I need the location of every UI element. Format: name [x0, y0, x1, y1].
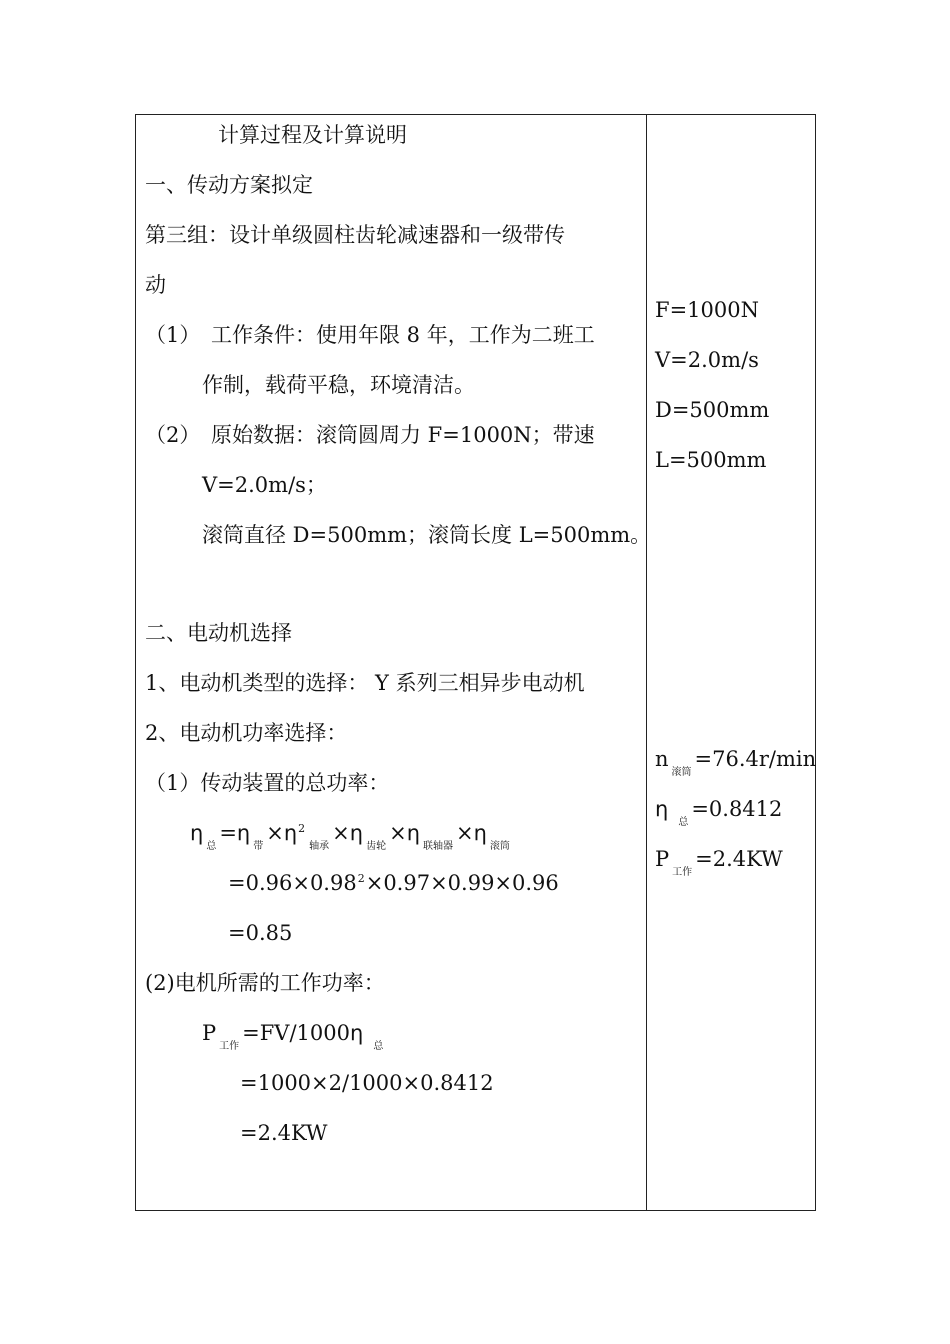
motor-power-line: 2、电动机功率选择：: [145, 721, 348, 745]
condition-number: （1）: [145, 323, 201, 347]
power-result: =2.4KW: [240, 1121, 328, 1145]
table-title: 计算过程及计算说明: [218, 123, 407, 147]
eta-symbol: η: [190, 821, 204, 845]
result-force: F=1000N: [655, 298, 759, 322]
efficiency-formula: $\eta_总=\eta_带\times\eta^2_{轴承}\times\eta_{齿轮}\times\eta_{联轴器}\times\eta_{滚筒}$: [190, 821, 510, 852]
result-drum-speed: $n_{滚筒}=76.4r/\min$: [655, 747, 817, 778]
section2-heading: 二、电动机选择: [145, 621, 292, 645]
data-line-2: V=2.0m/s；: [202, 473, 327, 497]
result-total-efficiency: $\eta_总=0.8412$: [655, 797, 783, 828]
group-line-1: 第三组：设计单级圆柱齿轮减速器和一级带传: [145, 223, 565, 247]
condition-line-1: 工作条件：使用年限 8 年，工作为二班工: [211, 323, 595, 347]
column-divider: [646, 114, 647, 1211]
motor-type-line: 1、电动机类型的选择： Y 系列三相异步电动机: [145, 671, 585, 695]
result-diameter: D=500mm: [655, 398, 770, 422]
data-number: （2）: [145, 423, 201, 447]
power-calculation: =1000×2/1000×0.8412: [240, 1071, 494, 1095]
data-line-3: 滚筒直径 D=500mm；滚筒长度 L=500mm。: [202, 523, 652, 547]
group-line-2: 动: [145, 273, 166, 297]
efficiency-result: =0.85: [228, 921, 293, 945]
section1-heading: 一、传动方案拟定: [145, 173, 313, 197]
result-work-power: $P_{工作}=2.4KW$: [655, 847, 783, 878]
result-length: L=500mm: [655, 448, 767, 472]
condition-line-2: 作制，载荷平稳，环境清洁。: [202, 373, 475, 397]
result-velocity: V=2.0m/s: [655, 348, 759, 372]
efficiency-values: $=0.96\times 0.98^2\times 0.97\times 0.99\times 0.96$: [228, 871, 559, 895]
work-power-label: (2)电机所需的工作功率：: [145, 971, 385, 995]
power-formula: $P_{工作}=FV/1000\eta_总$: [202, 1021, 384, 1052]
data-line-1: 原始数据：滚筒圆周力 F=1000N；带速: [211, 423, 595, 447]
total-efficiency-label: （1）传动装置的总功率：: [145, 771, 390, 795]
